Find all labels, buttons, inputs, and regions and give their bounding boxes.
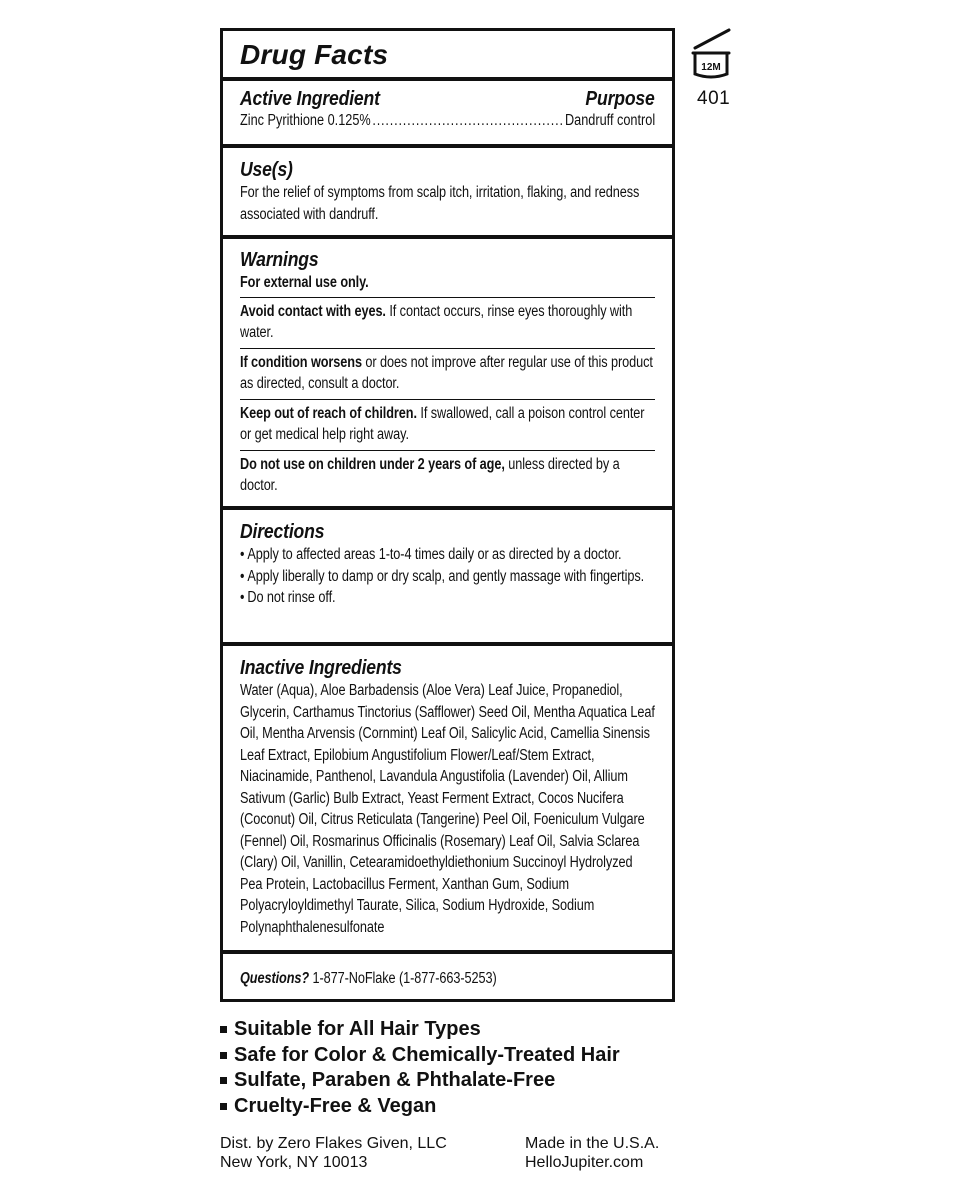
open-jar-icon: [685, 26, 737, 82]
questions-section: [223, 968, 672, 990]
active-ingredient-heading: Active Ingredient: [240, 88, 380, 110]
purpose-heading: Purpose: [585, 88, 655, 110]
direction-item: • Apply to affected areas 1-to-4 times daily or as directed by a doctor.: [240, 546, 622, 563]
questions-phone: 1-877-NoFlake (1-877-663-5253): [309, 970, 497, 987]
warning-item: Do not use on children under 2 years of age, unless directed by a doctor.: [240, 455, 620, 494]
feature-item: Safe for Color & Chemically-Treated Hair: [220, 1043, 620, 1069]
warnings-section: [223, 249, 672, 501]
active-ingredient-row: [240, 111, 655, 131]
direction-item: • Do not rinse off.: [240, 589, 336, 606]
active-ingredient-section: [223, 88, 672, 131]
bullet-square: [220, 1077, 227, 1084]
distributor-info: [220, 1134, 447, 1172]
uses-text: For the relief of symptoms from scalp itch, irritation, flaking, and redness associated with dandruff.: [240, 184, 640, 223]
active-ingredient-purpose: Dandruff control: [564, 112, 656, 129]
directions-section: [223, 521, 672, 609]
feature-item: Sulfate, Paraben & Phthalate-Free: [220, 1068, 620, 1094]
questions-label: Questions?: [240, 970, 310, 987]
divider: [223, 506, 672, 510]
bullet-square: [220, 1052, 227, 1059]
inactive-ingredients-heading: Inactive Ingredients: [240, 657, 402, 679]
warnings-heading: Warnings: [240, 249, 319, 271]
drug-facts-title-section: [223, 39, 672, 71]
divider: [223, 77, 672, 81]
website: HelloJupiter.com: [525, 1154, 644, 1171]
made-in-line: Made in the U.S.A.: [525, 1135, 660, 1152]
drug-facts-title: Drug Facts: [240, 39, 389, 70]
direction-item: • Apply liberally to damp or dry scalp, and gently massage with fingertips.: [240, 567, 645, 585]
warning-item: Keep out of reach of children. If swallowed, call a poison control center or get medical help right away.: [240, 404, 645, 443]
divider: [223, 144, 672, 148]
leader-dots: [372, 111, 563, 131]
warning-item: Avoid contact with eyes. If contact occurs, rinse eyes thoroughly with water.: [240, 302, 633, 341]
feature-item: Cruelty-Free & Vegan: [220, 1094, 620, 1120]
distributor-line: Dist. by Zero Flakes Given, LLC: [220, 1135, 447, 1152]
uses-heading: Use(s): [240, 159, 293, 181]
distributor-address: New York, NY 10013: [220, 1154, 368, 1171]
pao-months: 12M: [701, 62, 721, 73]
divider: [223, 235, 672, 239]
origin-info: [525, 1134, 659, 1172]
inactive-ingredients-text: Water (Aqua), Aloe Barbadensis (Aloe Vera) Leaf Juice, Propanediol, Glycerin, Carthamus Tinctorius (Safflower) Seed Oil, Mentha Aquatica Leaf Oil, Mentha Arvensis (Cornmint) Leaf Oil, Salicylic Acid, Camellia Sinensis Leaf Extract, Epilobium Angustifolium Flower/Leaf/Stem Extract, Niacinamide, Panthenol, Lavandula Angustifolia (Lavender) Oil, Allium Sativum (Garlic) Bulb Extract, Yeast Ferment Extract, Cocos Nucifera (Coconut) Oil, Citrus Reticulata (Tangerine) Peel Oil, Foeniculum Vulgare (Fennel) Oil, Rosmarinus Officinalis (Rosemary) Leaf Oil, Salvia Sclarea (Clary) Oil, Vanillin, Cetearamidoethyldiethonium Succinoyl Hydrolyzed Pea Protein, Lactobacillus Ferment, Xanthan Gum, Sodium Polyacryloyldimethyl Taurate, Silica, Sodium Hydroxide, Sodium Polynaphthalenesulfonate: [240, 682, 655, 936]
divider: [223, 950, 672, 954]
inactive-ingredients-section: [223, 657, 672, 938]
feature-item: Suitable for All Hair Types: [220, 1017, 620, 1043]
bullet-square: [220, 1103, 227, 1110]
external-use-warning: For external use only.: [240, 274, 369, 291]
warning-item: If condition worsens or does not improve after regular use of this product as directed, consult a doctor.: [240, 353, 653, 392]
feature-list: [220, 1017, 620, 1119]
divider: [223, 642, 672, 646]
directions-heading: Directions: [240, 521, 325, 543]
batch-code: 401: [697, 88, 731, 109]
uses-section: [223, 159, 672, 225]
drug-facts-panel: [220, 28, 675, 1002]
active-ingredient-name: Zinc Pyrithione 0.125%: [240, 112, 371, 129]
bullet-square: [220, 1026, 227, 1033]
